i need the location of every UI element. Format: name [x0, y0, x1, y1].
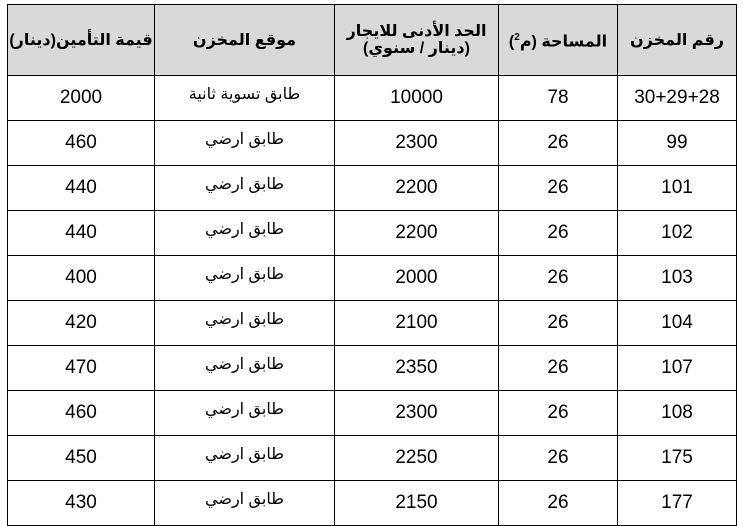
cell-location: طابق ارضي [155, 256, 335, 301]
cell-insurance: 450 [8, 436, 155, 481]
cell-location: طابق ارضي [155, 391, 335, 436]
cell-insurance: 400 [8, 256, 155, 301]
cell-insurance: 470 [8, 346, 155, 391]
cell-warehouse-no: 175 [618, 436, 737, 481]
cell-warehouse-no: 108 [618, 391, 737, 436]
table-row [8, 391, 737, 436]
cell-area: 26 [499, 346, 618, 391]
warehouse-table [7, 4, 737, 526]
table-row [8, 256, 737, 301]
cell-min-rent: 2100 [335, 301, 499, 346]
table-row [8, 346, 737, 391]
table-row [8, 121, 737, 166]
cell-location: طابق تسوية ثانية [155, 76, 335, 121]
header-location: موقع المخزن [155, 5, 335, 76]
cell-min-rent: 2350 [335, 346, 499, 391]
cell-min-rent: 2150 [335, 481, 499, 526]
cell-insurance: 460 [8, 391, 155, 436]
cell-insurance: 440 [8, 211, 155, 256]
table-row [8, 436, 737, 481]
cell-warehouse-no: 99 [618, 121, 737, 166]
cell-location: طابق ارضي [155, 346, 335, 391]
cell-min-rent: 2300 [335, 121, 499, 166]
header-row [8, 5, 737, 76]
header-insurance: قيمة التأمين(دينار) [8, 5, 155, 76]
header-min-rent: الحد الأدنى للايجار (دينار / سنوي) [335, 5, 499, 76]
cell-location: طابق ارضي [155, 436, 335, 481]
cell-warehouse-no: 107 [618, 346, 737, 391]
cell-warehouse-no: 104 [618, 301, 737, 346]
table-row [8, 211, 737, 256]
cell-location: طابق ارضي [155, 301, 335, 346]
cell-insurance: 2000 [8, 76, 155, 121]
cell-area: 26 [499, 481, 618, 526]
table-row [8, 481, 737, 526]
cell-warehouse-no: 30+29+28 [618, 76, 737, 121]
cell-area: 26 [499, 301, 618, 346]
header-area-label: المساحة (م [519, 33, 608, 51]
cell-location: طابق ارضي [155, 211, 335, 256]
cell-min-rent: 10000 [335, 76, 499, 121]
cell-warehouse-no: 177 [618, 481, 737, 526]
cell-area: 26 [499, 256, 618, 301]
table-body [8, 76, 737, 526]
cell-location: طابق ارضي [155, 166, 335, 211]
cell-area: 78 [499, 76, 618, 121]
header-warehouse-no: رقم المخزن [618, 5, 737, 76]
cell-area: 26 [499, 211, 618, 256]
header-area-sup: 2 [514, 32, 520, 44]
cell-min-rent: 2300 [335, 391, 499, 436]
cell-area: 26 [499, 166, 618, 211]
cell-insurance: 460 [8, 121, 155, 166]
header-area-close: ) [508, 33, 515, 51]
cell-area: 26 [499, 391, 618, 436]
table-row [8, 301, 737, 346]
cell-insurance: 430 [8, 481, 155, 526]
cell-insurance: 440 [8, 166, 155, 211]
cell-min-rent: 2200 [335, 211, 499, 256]
table-row [8, 166, 737, 211]
cell-min-rent: 2200 [335, 166, 499, 211]
cell-insurance: 420 [8, 301, 155, 346]
cell-location: طابق ارضي [155, 481, 335, 526]
cell-min-rent: 2250 [335, 436, 499, 481]
cell-area: 26 [499, 121, 618, 166]
table-row [8, 76, 737, 121]
cell-min-rent: 2000 [335, 256, 499, 301]
cell-location: طابق ارضي [155, 121, 335, 166]
cell-warehouse-no: 102 [618, 211, 737, 256]
header-area [499, 5, 618, 76]
cell-warehouse-no: 101 [618, 166, 737, 211]
cell-warehouse-no: 103 [618, 256, 737, 301]
cell-area: 26 [499, 436, 618, 481]
